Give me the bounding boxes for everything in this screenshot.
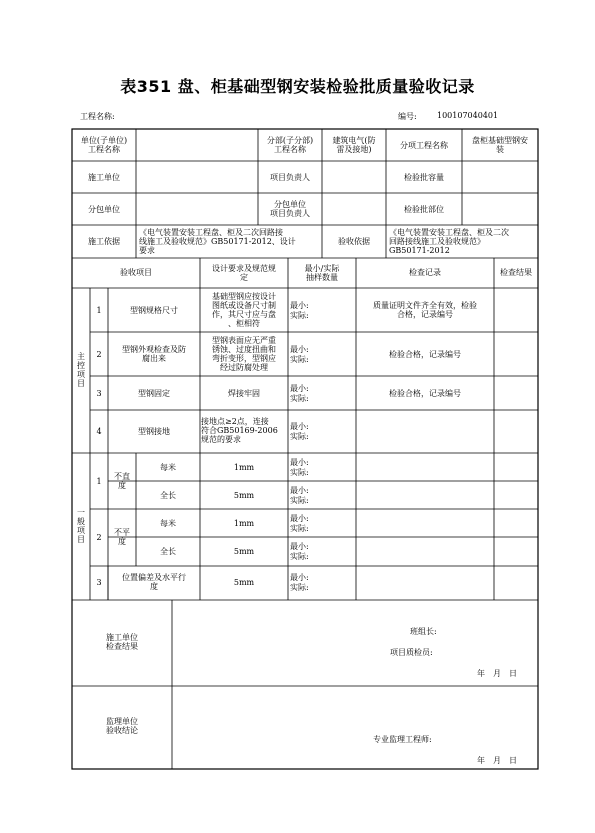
main-item-no: 1 (96, 306, 102, 315)
min-label: 最小: (290, 486, 309, 495)
actual-label: 实际: (290, 552, 309, 561)
project-name-label: 工程名称: (80, 112, 115, 121)
actual-label: 实际: (290, 524, 309, 533)
acceptance-label: 验收依据 (338, 237, 370, 246)
per-meter-label: 每米 (160, 463, 176, 472)
main-item-req: 型钢表面应无严重 锈蚀、过度扭曲和 弯折变形，型钢应 经过防腐处理 (212, 336, 276, 372)
actual-label: 实际: (290, 468, 309, 477)
subcontract-unit-label: 分包单位 (88, 205, 120, 214)
batch-location-label: 检验批部位 (404, 205, 444, 214)
main-item-no: 2 (96, 350, 102, 359)
min-label: 最小: (290, 345, 309, 354)
col-sampling: 最小/实际 抽样数量 (304, 264, 340, 282)
supervision-engineer-label: 专业监理工程师: (373, 735, 432, 744)
main-item-req: 焊接牢固 (228, 389, 260, 398)
basis-label: 施工依据 (88, 237, 120, 246)
number-label: 编号: (398, 112, 417, 121)
basis-value: 《电气装置安装工程盘、柜及二次回路接 线施工及验收规范》GB50171-2012、设计 要求 (139, 228, 296, 255)
main-item-no: 3 (96, 389, 102, 398)
position-label: 位置偏差及水平行 度 (122, 573, 186, 591)
min-label: 最小: (290, 542, 309, 551)
main-item-record: 检验合格，记录编号 (389, 389, 461, 398)
main-item-req: 接地点≥2点，连接 符合GB50169-2006 规范的要求 (201, 417, 278, 444)
general-section-label: 一 般 项 目 (77, 508, 85, 544)
supervision-conclusion-label: 监理单位 验收结论 (106, 717, 138, 735)
subcontract-leader-label: 分包单位 项目负责人 (270, 200, 310, 218)
main-item-no: 4 (96, 427, 102, 436)
subunit-value: 建筑电气(防 雷及接地) (332, 136, 376, 154)
construction-result-label: 施工单位 检查结果 (106, 633, 138, 651)
min-label: 最小: (290, 384, 309, 393)
date-label: 年 月 日 (477, 669, 517, 678)
min-label: 最小: (290, 458, 309, 467)
main-item-record: 检验合格，记录编号 (389, 350, 461, 359)
col-item: 验收项目 (120, 268, 152, 277)
main-item-name: 型钢规格尺寸 (130, 306, 178, 315)
number-value: 100107040401 (437, 111, 499, 120)
min-label: 最小: (290, 422, 309, 431)
quality-inspector-label: 项目质检员: (390, 648, 433, 657)
requirement-value: 1mm (233, 463, 255, 472)
main-item-name: 型钢外观检查及防 腐出来 (122, 345, 186, 363)
main-item-name: 型钢接地 (138, 427, 170, 436)
main-item-req: 基础型钢应按设计 图纸或设备尺寸制 作，其尺寸应与盘 、柜相符 (212, 292, 276, 328)
actual-label: 实际: (290, 496, 309, 505)
general-item-no: 3 (96, 578, 102, 587)
min-label: 最小: (290, 573, 309, 582)
full-length-label: 全长 (160, 547, 176, 556)
col-record: 检查记录 (409, 268, 441, 277)
col-result: 检查结果 (500, 268, 532, 277)
requirement-value: 5mm (233, 491, 255, 500)
construction-unit-label: 施工单位 (88, 173, 120, 182)
per-meter-label: 每米 (160, 519, 176, 528)
actual-label: 实际: (290, 355, 309, 364)
actual-label: 实际: (290, 311, 309, 320)
requirement-value: 5mm (233, 578, 255, 587)
page-title: 表351 盘、柜基础型钢安装检验批质量验收记录 (120, 77, 475, 96)
batch-capacity-label: 检验批容量 (404, 173, 444, 182)
min-label: 最小: (290, 514, 309, 523)
team-leader-label: 班组长: (410, 627, 437, 636)
general-item-no: 2 (96, 533, 102, 542)
general-item-no: 1 (96, 477, 102, 486)
project-leader-label: 项目负责人 (270, 173, 310, 182)
straightness-label: 不直 度 (114, 472, 130, 490)
item-value: 盘柜基础型钢安 装 (472, 136, 528, 154)
actual-label: 实际: (290, 583, 309, 592)
main-item-name: 型钢固定 (138, 389, 170, 398)
full-length-label: 全长 (160, 491, 176, 500)
main-item-record: 质量证明文件齐全有效，检验 合格，记录编号 (373, 301, 477, 319)
requirement-value: 1mm (233, 519, 255, 528)
col-requirement: 设计要求及规范规 定 (212, 264, 276, 282)
unit-label: 单位(子单位) 工程名称 (80, 136, 128, 154)
min-label: 最小: (290, 301, 309, 310)
actual-label: 实际: (290, 432, 309, 441)
date-label: 年 月 日 (477, 756, 517, 765)
requirement-value: 5mm (233, 547, 255, 556)
main-section-label: 主 控 项 目 (77, 352, 85, 388)
levelness-label: 不平 度 (114, 528, 130, 546)
item-label: 分项工程名称 (400, 141, 448, 150)
acceptance-value: 《电气装置安装工程盘、柜及二次 回路接线施工及验收规范》 GB50171-2012 (389, 228, 509, 255)
subunit-label: 分部(子分部) 工程名称 (266, 136, 314, 154)
actual-label: 实际: (290, 394, 309, 403)
